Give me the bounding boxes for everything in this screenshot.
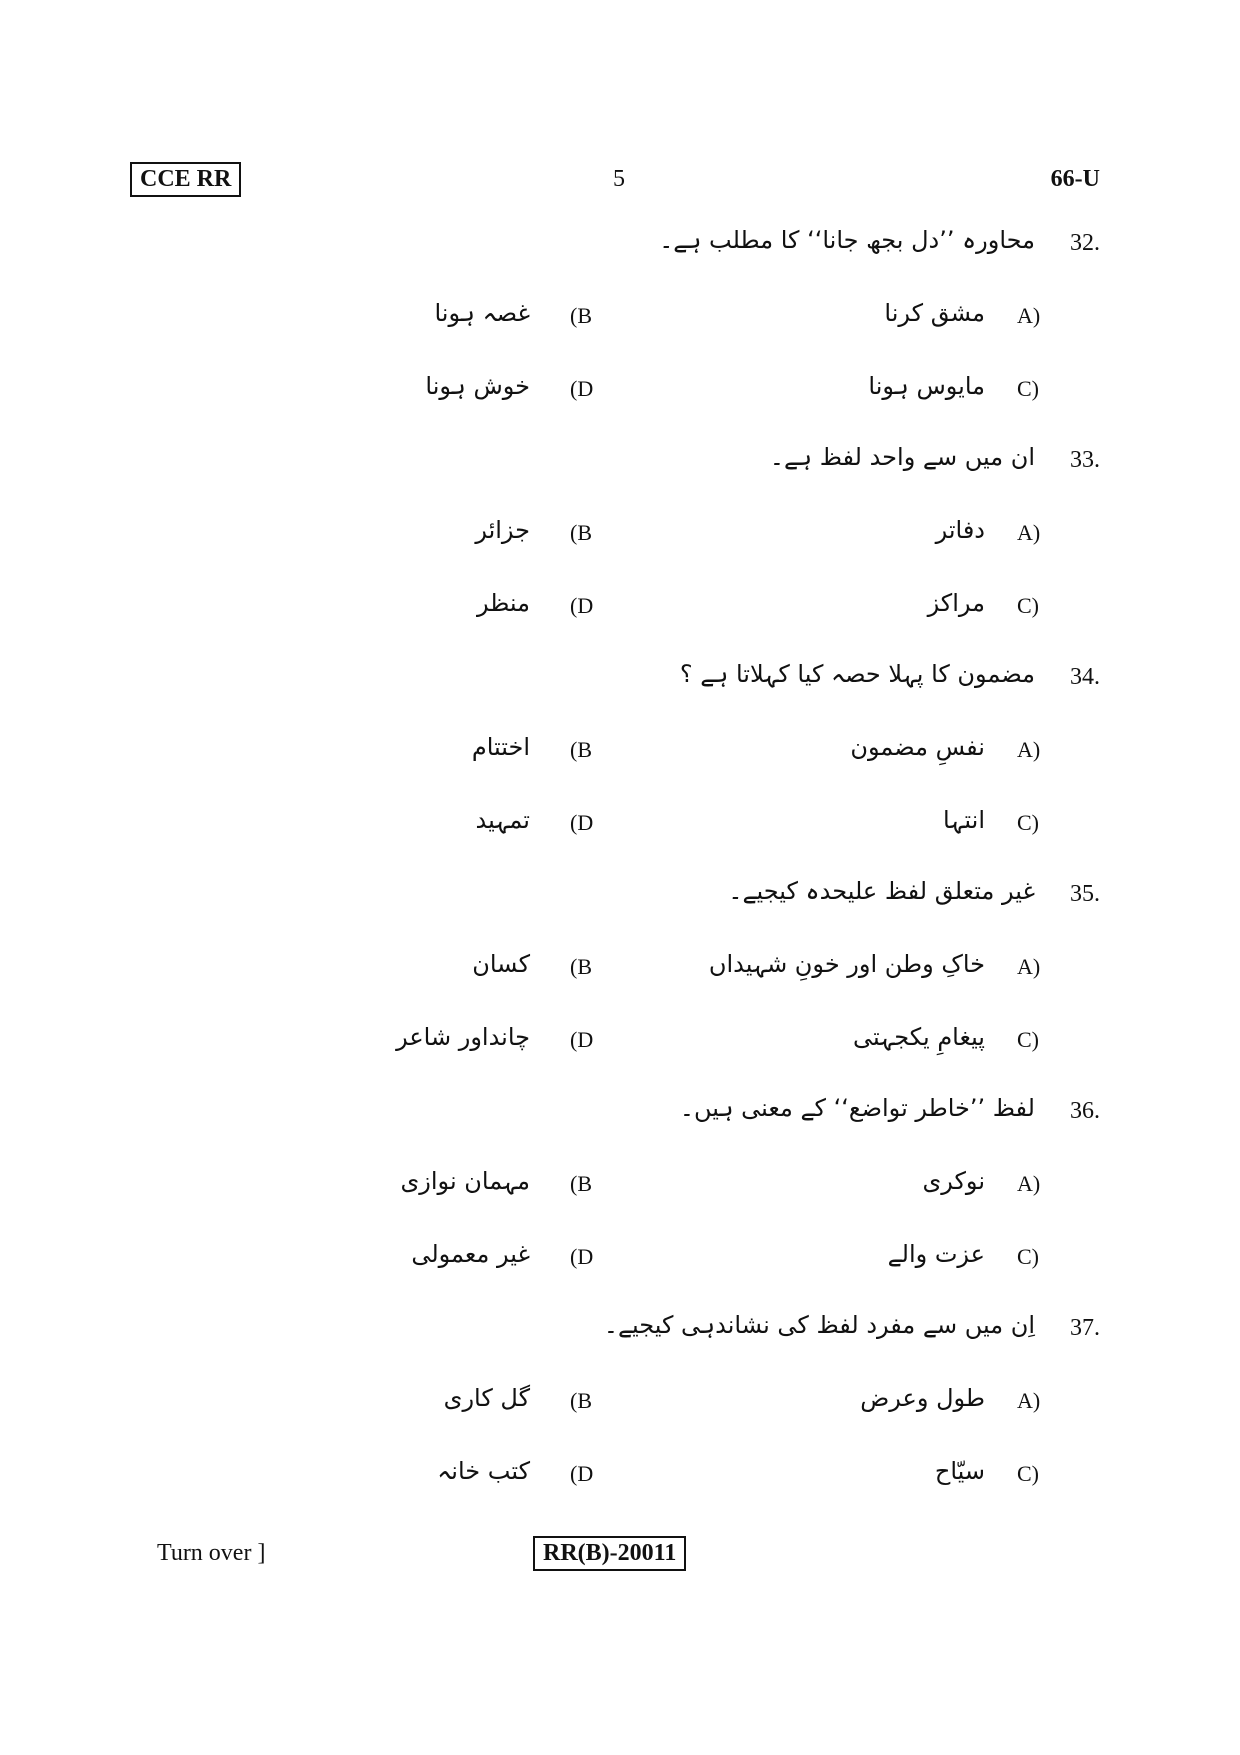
option-text-a: نوکری xyxy=(922,1167,985,1195)
option-label-d: (D xyxy=(570,1244,594,1269)
option-label-b: (B xyxy=(570,303,592,328)
question-number: 36. xyxy=(1070,1098,1100,1124)
footer-code: RR(B)-20011 xyxy=(533,1536,686,1571)
option-text-a: دفاتر xyxy=(935,516,985,544)
option-label-c: C) xyxy=(1017,1461,1039,1486)
option-label-c: C) xyxy=(1017,593,1039,618)
option-label-a: A) xyxy=(1017,303,1041,328)
question-text: ان میں سے واحد لفظ ہے۔ xyxy=(769,443,1035,471)
question-text: غیر متعلق لفظ علیحدہ کیجیے۔ xyxy=(728,877,1035,905)
option-text-c: مراکز xyxy=(927,589,985,617)
option-text-c: سیّاح xyxy=(934,1457,985,1485)
option-text-c: پیغامِ یکجہتی xyxy=(852,1023,985,1051)
option-text-b: مہمان نوازی xyxy=(400,1167,530,1195)
option-text-d: غیر معمولی xyxy=(411,1240,530,1268)
option-text-b: جزائر xyxy=(475,516,530,544)
question-number: 37. xyxy=(1070,1315,1100,1341)
option-label-b: (B xyxy=(570,954,592,979)
option-label-c: C) xyxy=(1017,1027,1039,1052)
option-text-a: مشق کرنا xyxy=(884,299,985,327)
option-label-b: (B xyxy=(570,1388,592,1413)
option-text-a: نفسِ مضمون xyxy=(850,733,985,761)
header-code-left: CCE RR xyxy=(130,162,241,197)
option-label-d: (D xyxy=(570,593,594,618)
option-text-c: عزت والے xyxy=(887,1240,985,1268)
option-text-d: چانداور شاعر xyxy=(396,1023,530,1051)
option-label-b: (B xyxy=(570,737,592,762)
option-label-c: C) xyxy=(1017,810,1039,835)
question-text: اِن میں سے مفرد لفظ کی نشاندہی کیجیے۔ xyxy=(603,1311,1035,1339)
option-label-a: A) xyxy=(1017,1171,1041,1196)
option-label-d: (D xyxy=(570,1027,594,1052)
question-number: 34. xyxy=(1070,664,1100,690)
option-text-b: گل کاری xyxy=(443,1384,530,1412)
question-text: مضمون کا پہلا حصہ کیا کہلاتا ہے ؟ xyxy=(679,660,1035,688)
question-number: 32. xyxy=(1070,230,1100,256)
option-text-a: خاکِ وطن اور خونِ شہیداں xyxy=(708,950,985,978)
option-text-d: خوش ہونا xyxy=(425,372,530,400)
option-label-d: (D xyxy=(570,376,594,401)
question-number: 33. xyxy=(1070,447,1100,473)
option-text-d: منظر xyxy=(476,589,530,617)
option-text-d: تمہید xyxy=(475,806,530,834)
question-text: لفظ ’’خاطر تواضع‘‘ کے معنی ہیں۔ xyxy=(679,1094,1035,1122)
header-code-right: 66-U xyxy=(1050,166,1100,192)
option-text-b: اختتام xyxy=(471,733,530,761)
option-label-a: A) xyxy=(1017,954,1041,979)
option-label-a: A) xyxy=(1017,737,1041,762)
option-text-c: انتہا xyxy=(943,806,985,834)
option-label-d: (D xyxy=(570,810,594,835)
question-number: 35. xyxy=(1070,881,1100,907)
option-text-b: غصہ ہونا xyxy=(434,299,530,327)
option-label-c: C) xyxy=(1017,1244,1039,1269)
option-label-a: A) xyxy=(1017,1388,1041,1413)
question-text: محاورہ ’’دل بجھ جانا‘‘ کا مطلب ہے۔ xyxy=(659,226,1035,254)
option-text-b: کسان xyxy=(472,950,530,978)
page-number: 5 xyxy=(613,166,625,192)
option-text-a: طول وعرض xyxy=(860,1384,985,1412)
option-text-d: کتب خانہ xyxy=(437,1457,530,1485)
option-label-a: A) xyxy=(1017,520,1041,545)
option-label-d: (D xyxy=(570,1461,594,1486)
option-label-b: (B xyxy=(570,1171,592,1196)
option-label-b: (B xyxy=(570,520,592,545)
option-text-c: مایوس ہونا xyxy=(868,372,985,400)
option-label-c: C) xyxy=(1017,376,1039,401)
turn-over-text: Turn over ] xyxy=(157,1540,266,1566)
